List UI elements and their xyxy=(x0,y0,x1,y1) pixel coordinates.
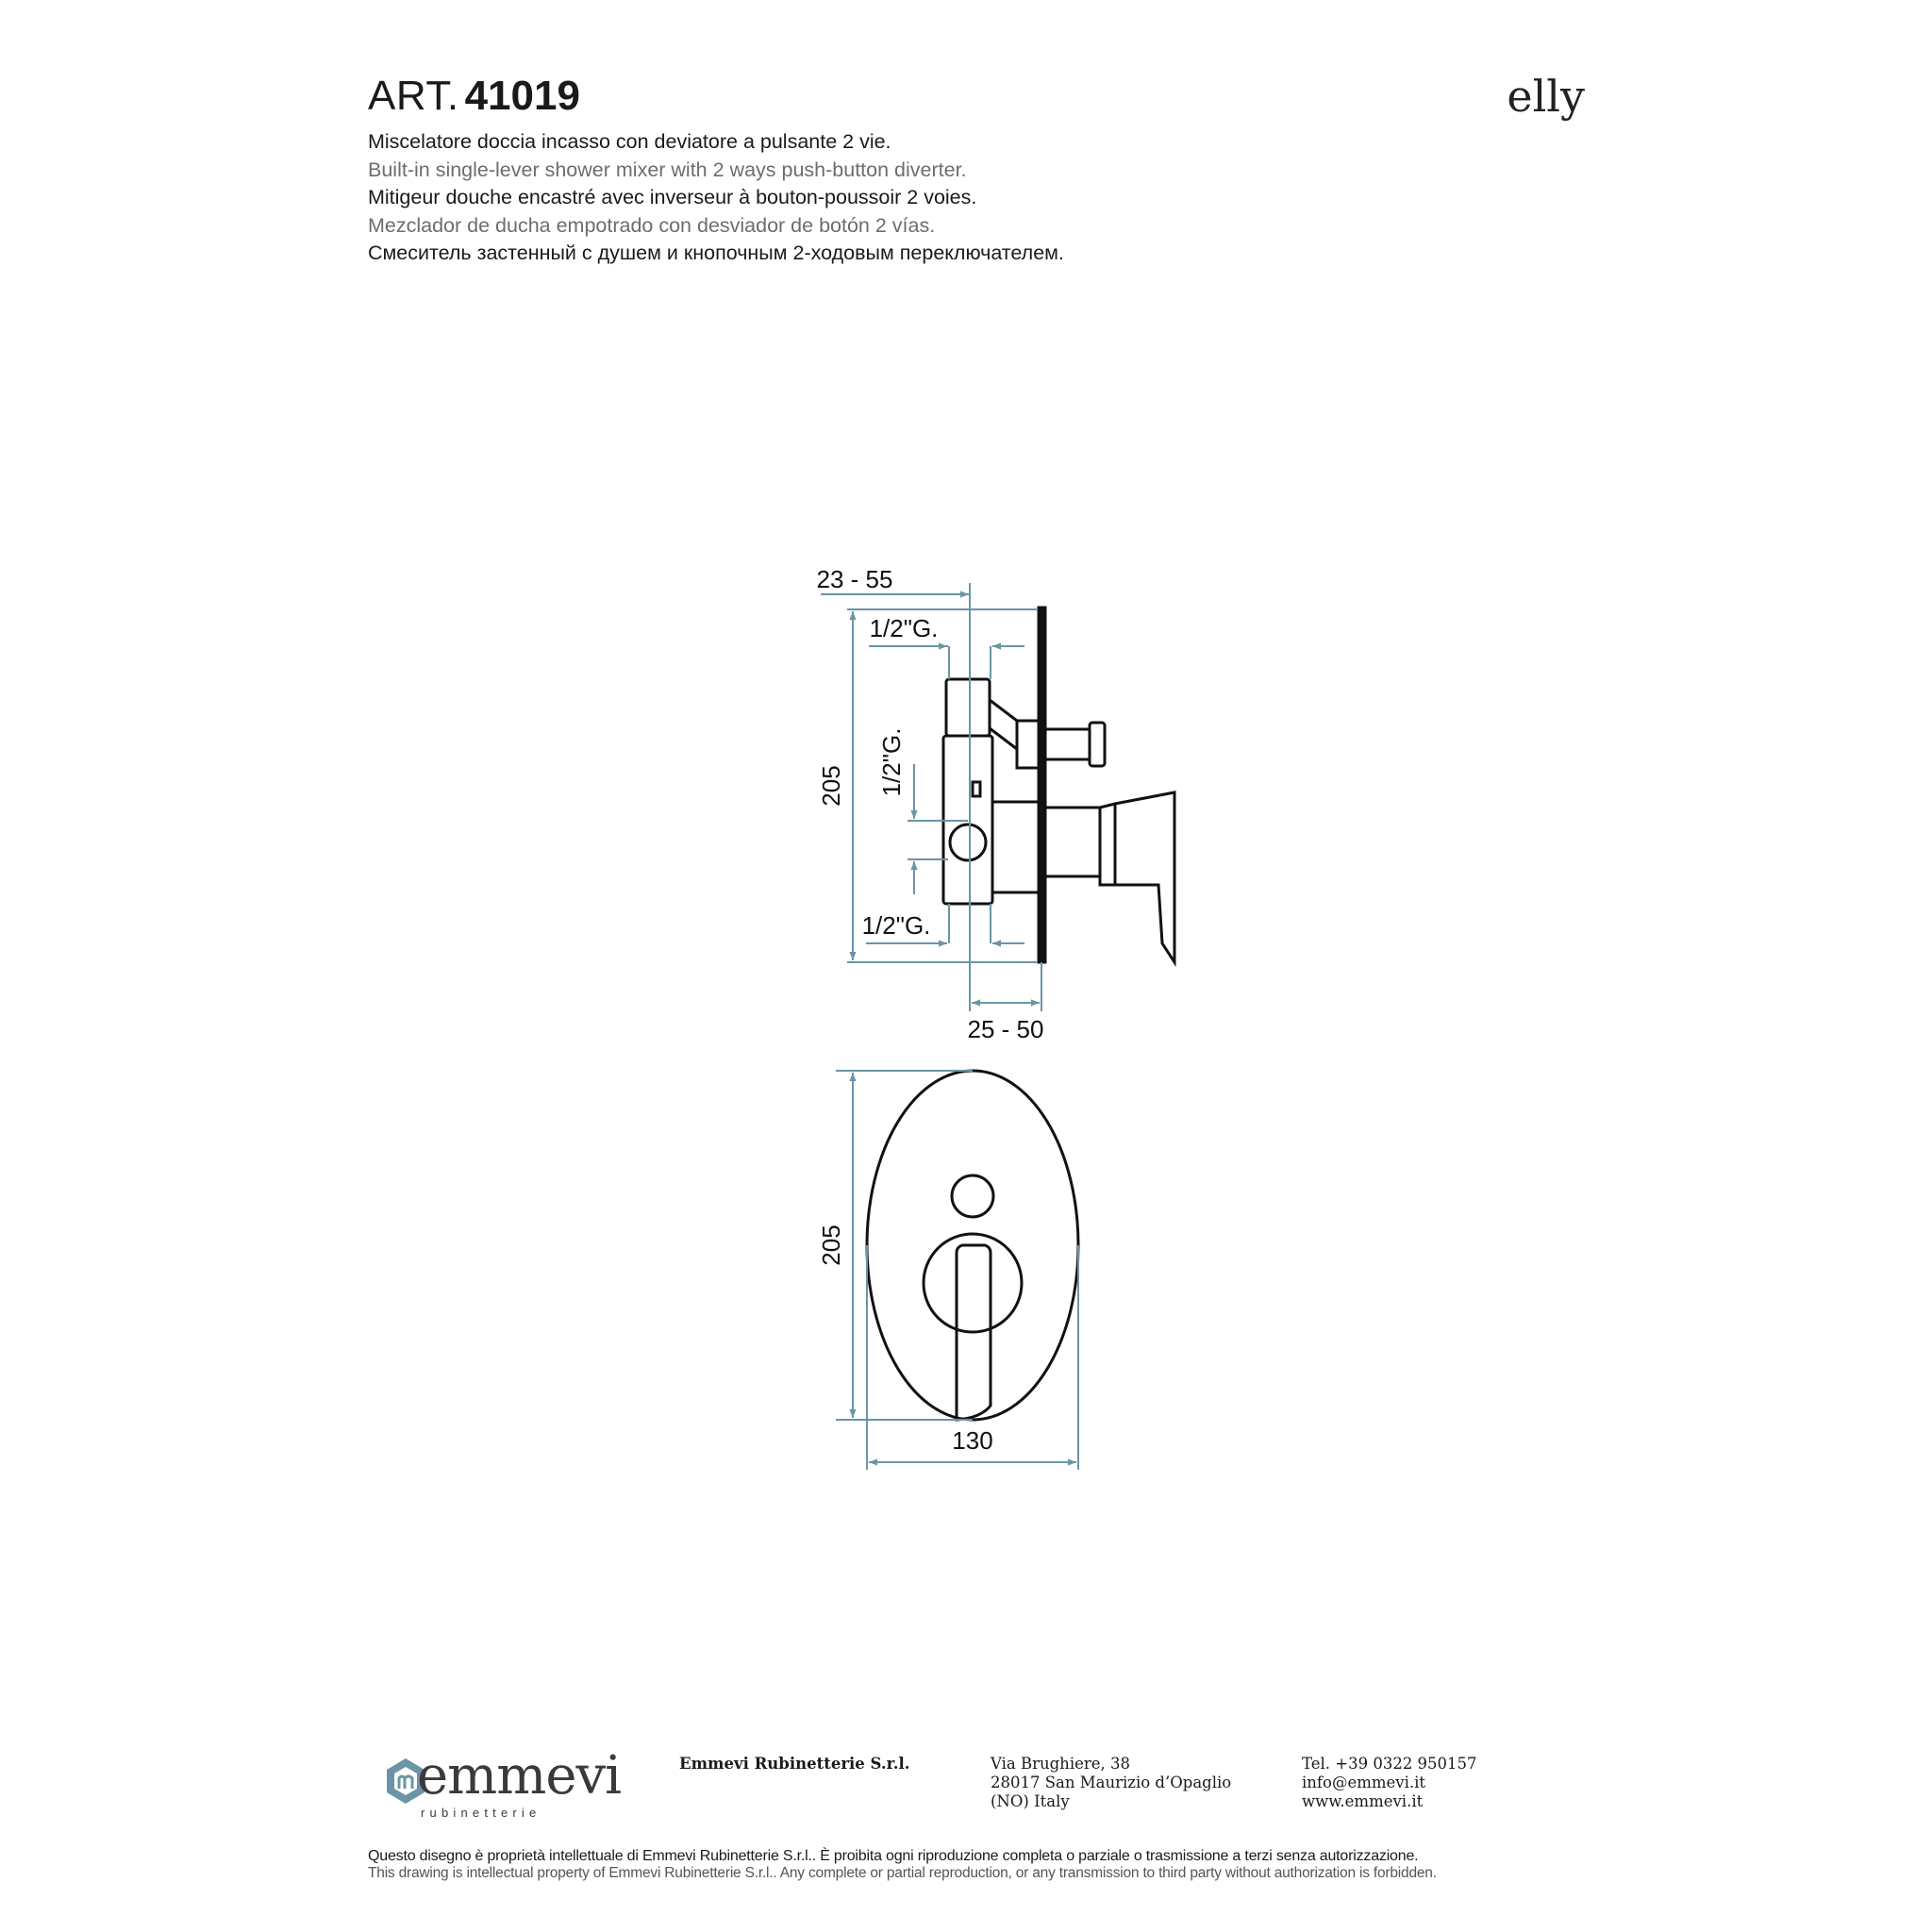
description-es: Mezclador de ducha empotrado con desviador de botón 2 vías. xyxy=(368,213,936,237)
body-notch xyxy=(973,782,980,796)
company-name: Emmevi Rubinetterie S.r.l. xyxy=(679,1755,910,1773)
description-it: Miscelatore doccia incasso con deviatore a pulsante 2 vie. xyxy=(368,130,891,153)
diverter-button-front xyxy=(952,1175,993,1217)
company-contact xyxy=(1302,1755,1477,1811)
address-line: (NO) Italy xyxy=(991,1792,1070,1810)
dim-depth-top: 23 - 55 xyxy=(816,565,893,593)
dim-front-height: 205 xyxy=(817,1224,845,1266)
dim-side-height: 205 xyxy=(817,765,845,807)
dim-thread-bottom: 1/2"G. xyxy=(861,911,931,940)
article-prefix: ART. xyxy=(368,73,459,119)
lever-handle-side xyxy=(1100,792,1174,962)
website-link[interactable]: www.emmevi.it xyxy=(1302,1792,1424,1810)
dim-front-width: 130 xyxy=(952,1426,993,1455)
dim-thread-top: 1/2"G. xyxy=(869,614,939,642)
description-fr: Mitigeur douche encastré avec inverseur à bouton-poussoir 2 voies. xyxy=(368,186,977,208)
top-connector xyxy=(946,679,990,736)
dim-depth-bottom: 25 - 50 xyxy=(967,1015,1044,1043)
address-line: Via Brughiere, 38 xyxy=(991,1755,1130,1773)
logo-word: emmevi xyxy=(417,1745,622,1807)
article-number: 41019 xyxy=(464,73,580,119)
legal-notice xyxy=(368,1847,1594,1882)
description-ru: Смеситель застенный с душем и кнопочным 2-ходовым переключателем. xyxy=(368,242,1064,264)
wall-plate xyxy=(1039,608,1045,962)
front-view xyxy=(867,1071,1078,1420)
company-address xyxy=(991,1755,1231,1811)
address-line: 28017 San Maurizio d’Opaglio xyxy=(991,1774,1232,1791)
cartridge xyxy=(992,802,1039,892)
footer xyxy=(368,1745,1594,1840)
phone: Tel. +39 0322 950157 xyxy=(1302,1755,1477,1773)
legal-notice-it: Questo disegno è proprietà intellettuale di Emmevi Rubinetterie S.r.l.. È proibita ogni riproduzione completa o parziale o trasmissione a terzi senza autorizzazione. xyxy=(368,1848,1419,1864)
series-name: elly xyxy=(1507,71,1585,122)
dim-thread-middle: 1/2"G. xyxy=(877,727,906,797)
legal-notice-en: This drawing is intellectual property of Emmevi Rubinetterie S.r.l.. Any complete or partial reproduction, or any transmission to third party without authorization is forbidden. xyxy=(368,1865,1437,1881)
description-en: Built-in single-lever shower mixer with 2 ways push-button diverter. xyxy=(368,158,967,181)
side-dimensions xyxy=(821,583,1041,1011)
inlet-circle xyxy=(950,824,986,860)
logo-subtitle: rubinetterie xyxy=(421,1806,541,1820)
emmevi-logo xyxy=(368,1745,622,1830)
lever-shaft xyxy=(1045,808,1100,876)
diverter-shaft xyxy=(1045,729,1090,759)
side-view xyxy=(943,608,1174,962)
diverter-stem xyxy=(1017,721,1039,768)
diverter-cap xyxy=(1090,723,1105,766)
handle-rosette xyxy=(924,1234,1022,1332)
email-link[interactable]: info@emmevi.it xyxy=(1302,1774,1426,1791)
